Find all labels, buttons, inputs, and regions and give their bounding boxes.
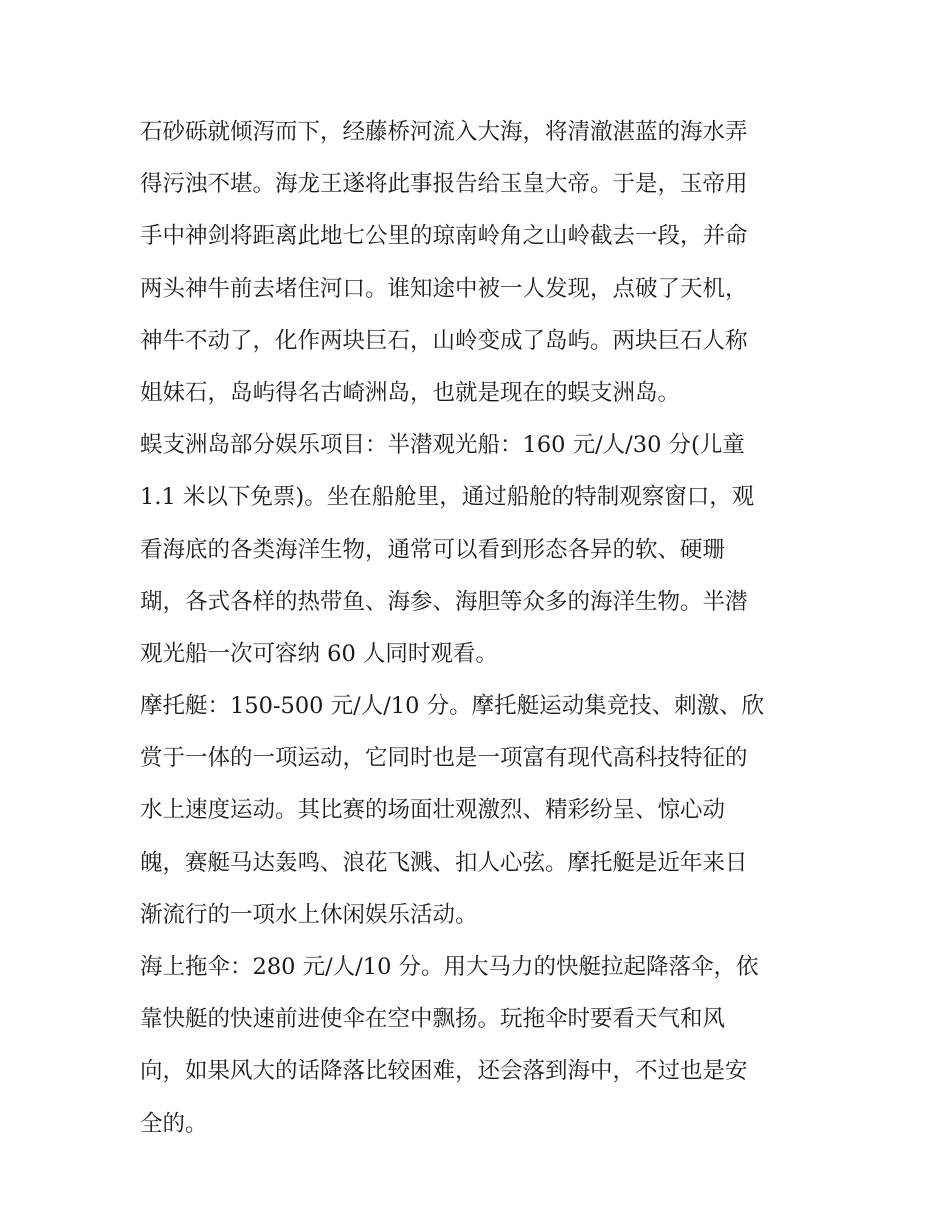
text-line-18: 靠快艇的快速前进使伞在空中飘扬。玩拖伞时要看天气和风 xyxy=(140,1006,726,1033)
text-line-14: 水上速度运动。其比赛的场面壮观激烈、精彩纷呈、惊心动 xyxy=(140,797,726,824)
text-line-16: 渐流行的一项水上休闲娱乐活动。 xyxy=(140,901,478,928)
text-line-2: 得污浊不堪。海龙王遂将此事报告给玉皇大帝。于是，玉帝用 xyxy=(140,171,748,198)
text-line-6: 姐妹石，岛屿得名古崎洲岛，也就是现在的蜈支洲岛。 xyxy=(140,379,681,406)
text-line-10: 瑚，各式各样的热带鱼、海参、海胆等众多的海洋生物。半潜 xyxy=(140,588,748,615)
text-line-3: 手中神剑将距离此地七公里的琼南岭角之山岭截去一段，并命 xyxy=(140,223,748,250)
text-line-19: 向，如果风大的话降落比较困难，还会落到海中，不过也是安 xyxy=(140,1058,748,1085)
body-text xyxy=(140,106,820,1150)
text-line-15: 魄，赛艇马达轰鸣、浪花飞溅、扣人心弦。摩托艇是近年来日 xyxy=(140,849,748,876)
text-line-12: 摩托艇：150-500 元/人/10 分。摩托艇运动集竞技、刺激、欣 xyxy=(140,693,765,720)
text-line-4: 两头神牛前去堵住河口。谁知途中被一人发现，点破了天机， xyxy=(140,275,748,302)
text-line-1: 石砂砾就倾泻而下，经藤桥河流入大海，将清澈湛蓝的海水弄 xyxy=(140,119,748,145)
text-line-17: 海上拖伞：280 元/人/10 分。用大马力的快艇拉起降落伞，依 xyxy=(140,954,759,980)
text-line-13: 赏于一体的一项运动，它同时也是一项富有现代高科技特征的 xyxy=(140,745,748,772)
text-line-5: 神牛不动了，化作两块巨石，山岭变成了岛屿。两块巨石人称 xyxy=(140,327,748,354)
text-line-8: 1.1 米以下免票)。坐在船舱里，通过船舱的特制观察窗口，观 xyxy=(140,484,755,511)
text-line-9: 看海底的各类海洋生物，通常可以看到形态各异的软、硬珊 xyxy=(140,536,726,563)
text-line-7: 蜈支洲岛部分娱乐项目：半潜观光船：160 元/人/30 分(儿童 xyxy=(140,432,745,459)
text-line-11: 观光船一次可容纳 60 人同时观看。 xyxy=(140,640,498,667)
text-line-20: 全的。 xyxy=(140,1110,208,1137)
